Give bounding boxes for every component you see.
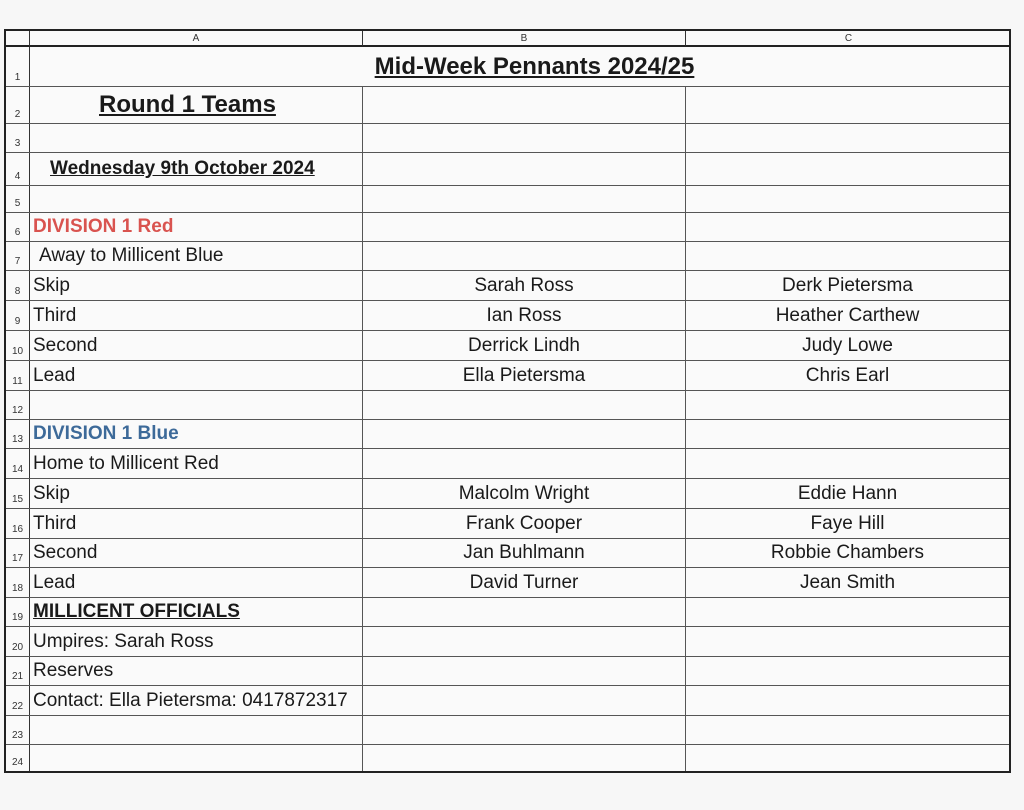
cell-c14[interactable] xyxy=(686,449,1009,478)
cell-c6[interactable] xyxy=(686,213,1009,241)
player-name[interactable]: Chris Earl xyxy=(805,364,890,386)
position-label[interactable]: Lead xyxy=(30,568,363,597)
sheet-row-21 xyxy=(6,657,1009,686)
row-number[interactable]: 10 xyxy=(6,331,30,360)
cell-a24[interactable] xyxy=(30,745,363,771)
row-number[interactable]: 20 xyxy=(6,627,30,656)
sheet-title[interactable]: Mid-Week Pennants 2024/25 xyxy=(374,52,695,80)
player-name[interactable]: Ian Ross xyxy=(363,301,686,330)
row-number[interactable]: 13 xyxy=(6,420,30,448)
player-name[interactable]: Derk Pietersma xyxy=(782,274,913,296)
cell-b24[interactable] xyxy=(363,745,686,771)
cell-c19[interactable] xyxy=(686,598,1009,626)
cell-a5[interactable] xyxy=(30,186,363,212)
row-number[interactable]: 17 xyxy=(6,539,30,567)
player-name[interactable]: Sarah Ross xyxy=(363,271,686,300)
cell-b21[interactable] xyxy=(363,657,686,685)
officials-heading[interactable]: MILLICENT OFFICIALS xyxy=(30,598,363,626)
division-blue-heading[interactable]: DIVISION 1 Blue xyxy=(30,420,363,448)
cell-c21[interactable] xyxy=(686,657,1009,685)
cell-b13[interactable] xyxy=(363,420,686,448)
row-number[interactable]: 23 xyxy=(6,716,30,744)
cell-b22[interactable] xyxy=(363,686,686,715)
sheet-row-23 xyxy=(6,716,1009,745)
cell-c22[interactable] xyxy=(686,686,1009,715)
cell-a3[interactable] xyxy=(30,124,363,152)
position-label[interactable]: Skip xyxy=(30,271,363,300)
table-row xyxy=(6,271,1009,301)
cell-c23[interactable] xyxy=(686,716,1009,744)
row-number[interactable]: 18 xyxy=(6,568,30,597)
row-number[interactable]: 8 xyxy=(6,271,30,300)
sheet-row-7 xyxy=(6,242,1009,271)
player-name[interactable]: Judy Lowe xyxy=(802,334,893,356)
sheet-row-14 xyxy=(6,449,1009,479)
sheet-row-19 xyxy=(6,598,1009,627)
cell-a23[interactable] xyxy=(30,716,363,744)
sheet-row-4 xyxy=(6,153,1009,186)
cell-c2[interactable] xyxy=(686,87,1009,123)
cell-b2[interactable] xyxy=(363,87,686,123)
player-name[interactable]: Frank Cooper xyxy=(363,509,686,538)
row-number[interactable]: 11 xyxy=(6,361,30,390)
corner-header[interactable] xyxy=(6,31,30,47)
sheet-row-22 xyxy=(6,686,1009,716)
table-row xyxy=(6,509,1009,539)
row-number[interactable]: 7 xyxy=(6,242,30,270)
reserves-line[interactable]: Reserves xyxy=(30,657,363,685)
table-row xyxy=(6,539,1009,568)
row-number[interactable]: 4 xyxy=(6,153,30,185)
player-name[interactable]: Robbie Chambers xyxy=(770,542,925,563)
row-number[interactable]: 16 xyxy=(6,509,30,538)
row-number[interactable]: 21 xyxy=(6,657,30,685)
cell-c4[interactable] xyxy=(686,153,1009,185)
row-number[interactable]: 24 xyxy=(6,745,30,771)
cell-a12[interactable] xyxy=(30,391,363,419)
sheet-row-3 xyxy=(6,124,1009,153)
position-label[interactable]: Skip xyxy=(30,479,363,508)
column-header-a[interactable]: A xyxy=(30,31,363,47)
player-name[interactable]: Eddie Hann xyxy=(797,482,898,504)
cell-b19[interactable] xyxy=(363,598,686,626)
table-row xyxy=(6,331,1009,361)
player-name[interactable]: Ella Pietersma xyxy=(363,361,686,390)
row-number[interactable]: 9 xyxy=(6,301,30,330)
position-label[interactable]: Third xyxy=(30,509,363,538)
cell-c7[interactable] xyxy=(686,242,1009,270)
cell-b12[interactable] xyxy=(363,391,686,419)
sheet-row-20 xyxy=(6,627,1009,657)
row-number[interactable]: 19 xyxy=(6,598,30,626)
sheet-row-6 xyxy=(6,213,1009,242)
cell-c13[interactable] xyxy=(686,420,1009,448)
division-blue-fixture[interactable]: Home to Millicent Red xyxy=(30,449,363,478)
cell-c12[interactable] xyxy=(686,391,1009,419)
player-name[interactable]: Jan Buhlmann xyxy=(363,539,686,567)
player-name[interactable]: Faye Hill xyxy=(810,512,885,534)
table-row xyxy=(6,568,1009,598)
sheet-row-24 xyxy=(6,745,1009,771)
cell-b23[interactable] xyxy=(363,716,686,744)
cell-c5[interactable] xyxy=(686,186,1009,212)
division-red-fixture[interactable]: Away to Millicent Blue xyxy=(30,242,363,270)
row-number[interactable]: 15 xyxy=(6,479,30,508)
spreadsheet xyxy=(4,29,1011,773)
player-name[interactable]: Malcolm Wright xyxy=(363,479,686,508)
row-number[interactable]: 1 xyxy=(6,47,30,86)
sheet-row-2 xyxy=(6,87,1009,124)
column-header-b[interactable]: B xyxy=(363,31,686,47)
row-number[interactable]: 5 xyxy=(6,186,30,212)
position-label[interactable]: Second xyxy=(30,539,363,567)
player-name[interactable]: David Turner xyxy=(363,568,686,597)
row-number[interactable]: 14 xyxy=(6,449,30,478)
cell-b4[interactable] xyxy=(363,153,686,185)
cell-c24[interactable] xyxy=(686,745,1009,771)
row-number[interactable]: 22 xyxy=(6,686,30,715)
position-label[interactable]: Third xyxy=(30,301,363,330)
sheet-row-13 xyxy=(6,420,1009,449)
row-number[interactable]: 3 xyxy=(6,124,30,152)
umpires-line[interactable]: Umpires: Sarah Ross xyxy=(30,627,363,656)
cell-b3[interactable] xyxy=(363,124,686,152)
cell-c20[interactable] xyxy=(686,627,1009,656)
cell-b7[interactable] xyxy=(363,242,686,270)
player-name[interactable]: Derrick Lindh xyxy=(363,331,686,360)
table-row xyxy=(6,361,1009,391)
round-title[interactable]: Round 1 Teams xyxy=(30,87,363,123)
row-number[interactable]: 12 xyxy=(6,391,30,419)
row-number[interactable]: 6 xyxy=(6,213,30,241)
sheet-row-12 xyxy=(6,391,1009,420)
cell-b20[interactable] xyxy=(363,627,686,656)
sheet-row-5 xyxy=(6,186,1009,213)
sheet-row-1 xyxy=(6,47,1009,87)
column-header-c[interactable]: C xyxy=(686,31,1011,47)
contact-line[interactable]: Contact: Ella Pietersma: 0417872317 xyxy=(30,686,363,715)
position-label[interactable]: Second xyxy=(30,331,363,360)
table-row xyxy=(6,301,1009,331)
player-name[interactable]: Heather Carthew xyxy=(775,304,920,326)
table-row xyxy=(6,479,1009,509)
position-label[interactable]: Lead xyxy=(30,361,363,390)
cell-b6[interactable] xyxy=(363,213,686,241)
player-name[interactable]: Jean Smith xyxy=(799,571,896,593)
cell-b5[interactable] xyxy=(363,186,686,212)
row-number[interactable]: 2 xyxy=(6,87,30,123)
cell-c3[interactable] xyxy=(686,124,1009,152)
date-heading[interactable]: Wednesday 9th October 2024 xyxy=(30,153,363,185)
cell-b14[interactable] xyxy=(363,449,686,478)
division-red-heading[interactable]: DIVISION 1 Red xyxy=(30,213,363,241)
